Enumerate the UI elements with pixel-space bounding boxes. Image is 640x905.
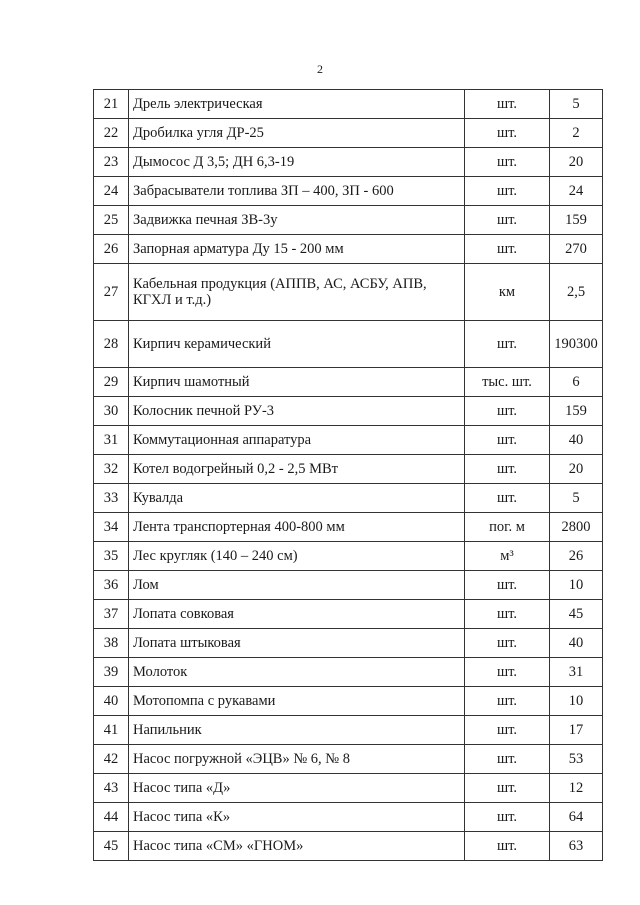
table-row [94, 542, 603, 571]
item-unit: шт. [465, 148, 550, 177]
row-number: 22 [94, 119, 129, 148]
item-quantity: 159 [550, 397, 603, 426]
table-row [94, 368, 603, 397]
table-row [94, 716, 603, 745]
item-name: Запорная арматура Ду 15 - 200 мм [129, 235, 465, 264]
row-number: 26 [94, 235, 129, 264]
item-unit: шт. [465, 803, 550, 832]
item-name: Напильник [129, 716, 465, 745]
table-row [94, 119, 603, 148]
item-unit: шт. [465, 397, 550, 426]
table-row [94, 235, 603, 264]
item-name: Дробилка угля ДР-25 [129, 119, 465, 148]
item-quantity: 64 [550, 803, 603, 832]
item-name: Насос типа «СМ» «ГНОМ» [129, 832, 465, 861]
item-name: Насос типа «К» [129, 803, 465, 832]
row-number: 33 [94, 484, 129, 513]
item-quantity: 26 [550, 542, 603, 571]
item-unit: шт. [465, 321, 550, 368]
row-number: 43 [94, 774, 129, 803]
table-row [94, 600, 603, 629]
table-row [94, 206, 603, 235]
row-number: 32 [94, 455, 129, 484]
item-name: Лента транспортерная 400-800 мм [129, 513, 465, 542]
item-quantity: 159 [550, 206, 603, 235]
item-quantity: 53 [550, 745, 603, 774]
row-number: 39 [94, 658, 129, 687]
item-quantity: 20 [550, 455, 603, 484]
item-quantity: 31 [550, 658, 603, 687]
table-row [94, 90, 603, 119]
item-name: Лес кругляк (140 – 240 см) [129, 542, 465, 571]
table-row [94, 177, 603, 206]
item-quantity: 40 [550, 426, 603, 455]
table-row [94, 484, 603, 513]
item-unit: шт. [465, 426, 550, 455]
row-number: 44 [94, 803, 129, 832]
table-row [94, 571, 603, 600]
item-quantity: 45 [550, 600, 603, 629]
item-quantity: 190300 [550, 321, 603, 368]
table-row [94, 148, 603, 177]
item-quantity: 6 [550, 368, 603, 397]
item-unit: шт. [465, 687, 550, 716]
item-name: Задвижка печная ЗВ-3у [129, 206, 465, 235]
row-number: 40 [94, 687, 129, 716]
table-row [94, 687, 603, 716]
item-name: Дымосос Д 3,5; ДН 6,3-19 [129, 148, 465, 177]
item-unit: шт. [465, 716, 550, 745]
item-quantity: 10 [550, 571, 603, 600]
item-name: Забрасыватели топлива ЗП – 400, ЗП - 600 [129, 177, 465, 206]
item-quantity: 12 [550, 774, 603, 803]
row-number: 24 [94, 177, 129, 206]
row-number: 36 [94, 571, 129, 600]
row-number: 29 [94, 368, 129, 397]
item-quantity: 40 [550, 629, 603, 658]
item-name: Дрель электрическая [129, 90, 465, 119]
row-number: 45 [94, 832, 129, 861]
item-name: Кабельная продукция (АППВ, АС, АСБУ, АПВ, КГХЛ и т.д.) [129, 264, 465, 321]
item-name: Мотопомпа с рукавами [129, 687, 465, 716]
row-number: 37 [94, 600, 129, 629]
item-unit: пог. м [465, 513, 550, 542]
item-name: Лопата штыковая [129, 629, 465, 658]
item-unit: шт. [465, 484, 550, 513]
item-name: Насос погружной «ЭЦВ» № 6, № 8 [129, 745, 465, 774]
row-number: 27 [94, 264, 129, 321]
item-quantity: 2,5 [550, 264, 603, 321]
item-unit: шт. [465, 571, 550, 600]
item-name: Насос типа «Д» [129, 774, 465, 803]
item-name: Молоток [129, 658, 465, 687]
table-row [94, 264, 603, 321]
item-unit: шт. [465, 658, 550, 687]
item-name: Колосник печной РУ-3 [129, 397, 465, 426]
item-name: Лопата совковая [129, 600, 465, 629]
table-row [94, 658, 603, 687]
item-unit: шт. [465, 177, 550, 206]
row-number: 30 [94, 397, 129, 426]
item-quantity: 2800 [550, 513, 603, 542]
row-number: 41 [94, 716, 129, 745]
row-number: 35 [94, 542, 129, 571]
row-number: 23 [94, 148, 129, 177]
row-number: 42 [94, 745, 129, 774]
page-number: 2 [317, 62, 323, 76]
row-number: 38 [94, 629, 129, 658]
item-unit: шт. [465, 774, 550, 803]
item-unit: шт. [465, 600, 550, 629]
item-unit: тыс. шт. [465, 368, 550, 397]
item-quantity: 5 [550, 484, 603, 513]
item-quantity: 17 [550, 716, 603, 745]
item-unit: шт. [465, 745, 550, 774]
goods-table-body [94, 90, 603, 861]
item-quantity: 10 [550, 687, 603, 716]
row-number: 21 [94, 90, 129, 119]
row-number: 34 [94, 513, 129, 542]
item-name: Кувалда [129, 484, 465, 513]
row-number: 28 [94, 321, 129, 368]
item-unit: шт. [465, 455, 550, 484]
item-unit: шт. [465, 90, 550, 119]
item-name: Коммутационная аппаратура [129, 426, 465, 455]
row-number: 31 [94, 426, 129, 455]
table-row [94, 455, 603, 484]
item-name: Лом [129, 571, 465, 600]
table-row [94, 397, 603, 426]
goods-table [93, 89, 603, 861]
table-row [94, 629, 603, 658]
table-row [94, 803, 603, 832]
item-name: Кирпич шамотный [129, 368, 465, 397]
item-unit: км [465, 264, 550, 321]
item-quantity: 63 [550, 832, 603, 861]
item-unit: шт. [465, 832, 550, 861]
item-unit: шт. [465, 235, 550, 264]
row-number: 25 [94, 206, 129, 235]
table-row [94, 774, 603, 803]
item-unit: шт. [465, 119, 550, 148]
item-unit: шт. [465, 629, 550, 658]
item-quantity: 2 [550, 119, 603, 148]
item-name: Котел водогрейный 0,2 - 2,5 МВт [129, 455, 465, 484]
table-row [94, 513, 603, 542]
table-row [94, 745, 603, 774]
item-unit: шт. [465, 206, 550, 235]
item-quantity: 5 [550, 90, 603, 119]
item-quantity: 20 [550, 148, 603, 177]
item-quantity: 270 [550, 235, 603, 264]
table-row [94, 426, 603, 455]
table-row [94, 832, 603, 861]
item-name: Кирпич керамический [129, 321, 465, 368]
item-unit: м³ [465, 542, 550, 571]
item-quantity: 24 [550, 177, 603, 206]
table-row [94, 321, 603, 368]
